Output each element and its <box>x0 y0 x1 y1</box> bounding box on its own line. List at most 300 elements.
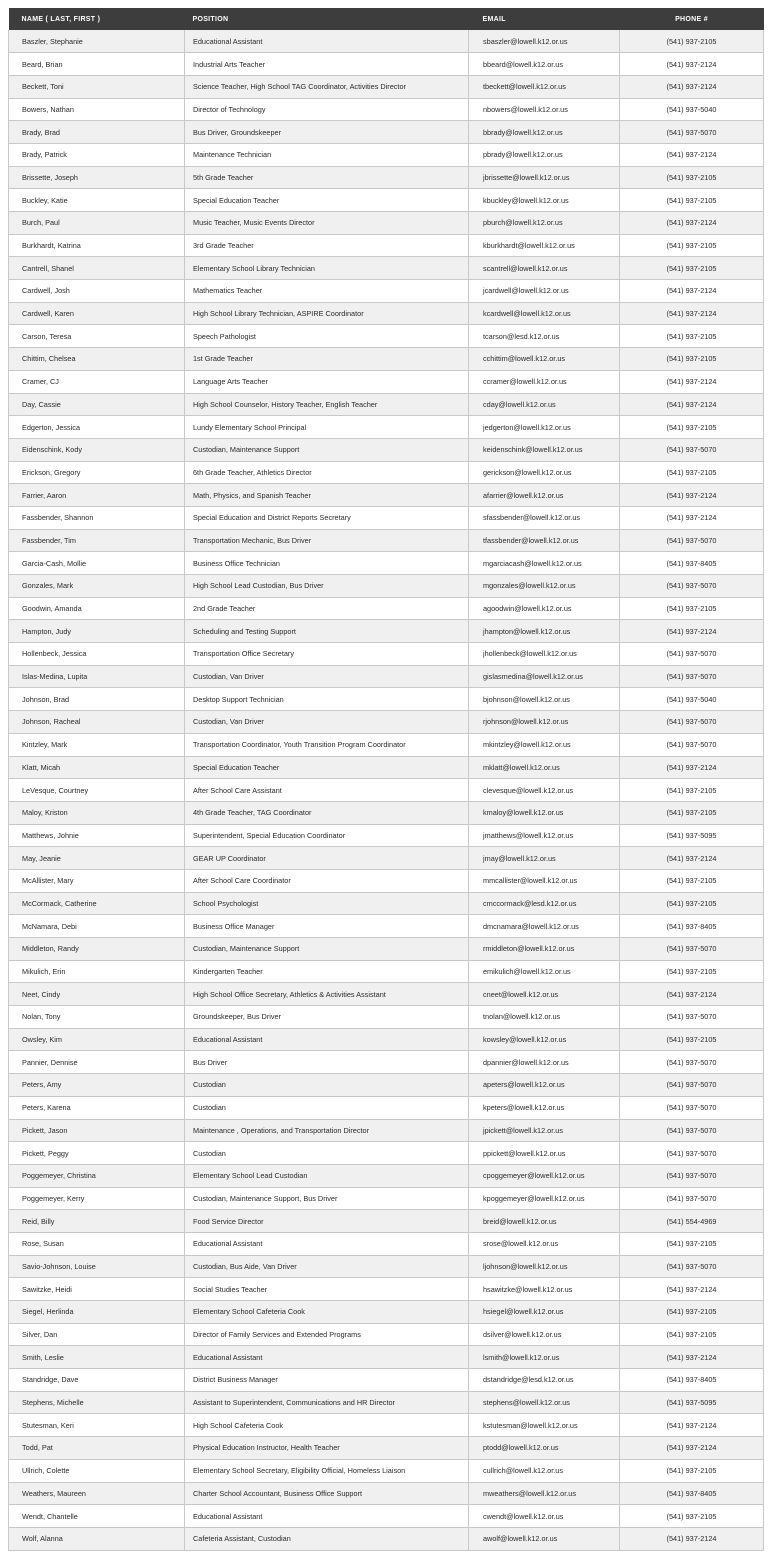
cell-position: High School Office Secretary, Athletics & Activities Assistant <box>185 983 469 1006</box>
cell-phone: (541) 937-5070 <box>620 1074 764 1097</box>
cell-name: Reid, Billy <box>9 1210 185 1233</box>
table-row <box>9 1051 764 1074</box>
cell-email[interactable]: cchittim@lowell.k12.or.us <box>469 348 620 371</box>
cell-email[interactable]: awolf@lowell.k12.or.us <box>469 1527 620 1550</box>
cell-phone: (541) 937-2105 <box>620 1232 764 1255</box>
cell-email[interactable]: kcardwell@lowell.k12.or.us <box>469 302 620 325</box>
table-row <box>9 575 764 598</box>
cell-name: Standridge, Dave <box>9 1369 185 1392</box>
cell-phone: (541) 937-2105 <box>620 461 764 484</box>
cell-position: Educational Assistant <box>185 1232 469 1255</box>
cell-position: Mathematics Teacher <box>185 280 469 303</box>
cell-email[interactable]: kburkhardt@lowell.k12.or.us <box>469 234 620 257</box>
table-row <box>9 915 764 938</box>
cell-phone: (541) 937-2124 <box>620 1414 764 1437</box>
cell-email[interactable]: jcardwell@lowell.k12.or.us <box>469 280 620 303</box>
cell-position: Assistant to Superintendent, Communications and HR Director <box>185 1391 469 1414</box>
cell-position: Language Arts Teacher <box>185 370 469 393</box>
cell-position: High School Lead Custodian, Bus Driver <box>185 575 469 598</box>
cell-name: Goodwin, Amanda <box>9 597 185 620</box>
cell-position: Educational Assistant <box>185 1505 469 1528</box>
cell-email[interactable]: dstandridge@lesd.k12.or.us <box>469 1369 620 1392</box>
cell-name: Hampton, Judy <box>9 620 185 643</box>
cell-name: Peters, Amy <box>9 1074 185 1097</box>
cell-name: Burkhardt, Katrina <box>9 234 185 257</box>
cell-name: Carson, Teresa <box>9 325 185 348</box>
cell-name: Brissette, Joseph <box>9 166 185 189</box>
cell-email[interactable]: gislasmedina@lowell.k12.or.us <box>469 665 620 688</box>
table-row <box>9 30 764 53</box>
cell-email[interactable]: keidenschink@lowell.k12.or.us <box>469 438 620 461</box>
cell-name: Johnson, Racheal <box>9 711 185 734</box>
table-row <box>9 393 764 416</box>
cell-phone: (541) 937-8405 <box>620 915 764 938</box>
table-row <box>9 280 764 303</box>
cell-position: Special Education Teacher <box>185 756 469 779</box>
cell-name: Beckett, Toni <box>9 75 185 98</box>
cell-position: 2nd Grade Teacher <box>185 597 469 620</box>
cell-position: Science Teacher, High School TAG Coordinator, Activities Director <box>185 75 469 98</box>
cell-phone: (541) 937-5070 <box>620 121 764 144</box>
cell-name: Stutesman, Keri <box>9 1414 185 1437</box>
cell-name: Islas-Medina, Lupita <box>9 665 185 688</box>
cell-position: Custodian, Van Driver <box>185 665 469 688</box>
cell-position: Speech Pathologist <box>185 325 469 348</box>
cell-position: High School Cafeteria Cook <box>185 1414 469 1437</box>
table-row <box>9 529 764 552</box>
table-row <box>9 416 764 439</box>
cell-email[interactable]: scantrell@lowell.k12.or.us <box>469 257 620 280</box>
header-email: EMAIL <box>482 15 506 23</box>
staff-directory-table <box>8 8 764 1551</box>
cell-email[interactable]: nbowers@lowell.k12.or.us <box>469 98 620 121</box>
cell-name: Todd, Pat <box>9 1437 185 1460</box>
cell-position: 6th Grade Teacher, Athletics Director <box>185 461 469 484</box>
cell-position: Charter School Accountant, Business Office Support <box>185 1482 469 1505</box>
cell-phone: (541) 937-2105 <box>620 1301 764 1324</box>
table-row <box>9 1323 764 1346</box>
cell-phone: (541) 937-2105 <box>620 257 764 280</box>
cell-position: Elementary School Cafeteria Cook <box>185 1301 469 1324</box>
table-row <box>9 438 764 461</box>
cell-name: Day, Cassie <box>9 393 185 416</box>
table-row <box>9 824 764 847</box>
cell-phone: (541) 937-2124 <box>620 280 764 303</box>
table-row <box>9 938 764 961</box>
cell-position: Industrial Arts Teacher <box>185 53 469 76</box>
cell-name: Nolan, Tony <box>9 1006 185 1029</box>
cell-name: Weathers, Maureen <box>9 1482 185 1505</box>
cell-position: Educational Assistant <box>185 30 469 53</box>
table-row <box>9 98 764 121</box>
table-row <box>9 1255 764 1278</box>
cell-position: Maintenance , Operations, and Transportation Director <box>185 1119 469 1142</box>
cell-email[interactable]: afarrier@lowell.k12.or.us <box>469 484 620 507</box>
table-row <box>9 370 764 393</box>
cell-email[interactable]: kstutesman@lowell.k12.or.us <box>469 1414 620 1437</box>
cell-email[interactable]: tnolan@lowell.k12.or.us <box>469 1006 620 1029</box>
cell-phone: (541) 937-5070 <box>620 1255 764 1278</box>
cell-phone: (541) 937-5040 <box>620 98 764 121</box>
table-row <box>9 1232 764 1255</box>
table-row <box>9 1096 764 1119</box>
cell-name: Burch, Paul <box>9 212 185 235</box>
cell-phone: (541) 937-5070 <box>620 711 764 734</box>
cell-phone: (541) 937-2105 <box>620 1505 764 1528</box>
cell-email[interactable]: kmaloy@lowell.k12.or.us <box>469 801 620 824</box>
table-row <box>9 325 764 348</box>
table-row <box>9 1028 764 1051</box>
cell-position: Groundskeeper, Bus Driver <box>185 1006 469 1029</box>
cell-phone: (541) 937-5070 <box>620 643 764 666</box>
cell-name: Buckley, Katie <box>9 189 185 212</box>
cell-name: Neet, Cindy <box>9 983 185 1006</box>
cell-name: Erickson, Gregory <box>9 461 185 484</box>
table-row <box>9 779 764 802</box>
cell-name: Poggemeyer, Kerry <box>9 1187 185 1210</box>
cell-email[interactable]: gerickson@lowell.k12.or.us <box>469 461 620 484</box>
cell-name: Maloy, Kriston <box>9 801 185 824</box>
cell-position: Transportation Office Secretary <box>185 643 469 666</box>
cell-phone: (541) 937-2105 <box>620 166 764 189</box>
table-row <box>9 756 764 779</box>
cell-phone: (541) 937-2105 <box>620 1028 764 1051</box>
cell-email[interactable]: sbaszler@lowell.k12.or.us <box>469 30 620 53</box>
cell-phone: (541) 937-2124 <box>620 1527 764 1550</box>
cell-position: Director of Family Services and Extended Programs <box>185 1323 469 1346</box>
cell-email[interactable]: kpeters@lowell.k12.or.us <box>469 1096 620 1119</box>
cell-name: Peters, Karena <box>9 1096 185 1119</box>
table-row <box>9 983 764 1006</box>
cell-phone: (541) 937-2124 <box>620 53 764 76</box>
table-row <box>9 688 764 711</box>
table-row <box>9 1119 764 1142</box>
table-row <box>9 1414 764 1437</box>
cell-name: Stephens, Michelle <box>9 1391 185 1414</box>
cell-phone: (541) 937-2124 <box>620 302 764 325</box>
cell-phone: (541) 937-2105 <box>620 960 764 983</box>
cell-name: Bowers, Nathan <box>9 98 185 121</box>
cell-phone: (541) 937-2105 <box>620 189 764 212</box>
cell-email[interactable]: kbuckley@lowell.k12.or.us <box>469 189 620 212</box>
cell-name: Cardwell, Karen <box>9 302 185 325</box>
cell-position: Custodian <box>185 1074 469 1097</box>
cell-name: Wolf, Alanna <box>9 1527 185 1550</box>
cell-position: Transportation Mechanic, Bus Driver <box>185 529 469 552</box>
cell-phone: (541) 937-2105 <box>620 234 764 257</box>
cell-phone: (541) 937-5070 <box>620 438 764 461</box>
cell-phone: (541) 937-5070 <box>620 733 764 756</box>
cell-email[interactable]: jhollenbeck@lowell.k12.or.us <box>469 643 620 666</box>
table-row <box>9 1369 764 1392</box>
cell-phone: (541) 937-2105 <box>620 597 764 620</box>
table-row <box>9 348 764 371</box>
table-row <box>9 506 764 529</box>
cell-email[interactable]: cwendt@lowell.k12.or.us <box>469 1505 620 1528</box>
cell-name: Cardwell, Josh <box>9 280 185 303</box>
table-row <box>9 234 764 257</box>
cell-phone: (541) 937-2105 <box>620 779 764 802</box>
cell-email[interactable]: dsilver@lowell.k12.or.us <box>469 1323 620 1346</box>
cell-position: District Business Manager <box>185 1369 469 1392</box>
cell-email[interactable]: pbrady@lowell.k12.or.us <box>469 143 620 166</box>
table-row <box>9 143 764 166</box>
cell-phone: (541) 937-2124 <box>620 143 764 166</box>
table-row <box>9 733 764 756</box>
cell-position: Food Service Director <box>185 1210 469 1233</box>
cell-phone: (541) 937-2124 <box>620 506 764 529</box>
cell-phone: (541) 937-2124 <box>620 370 764 393</box>
cell-position: Custodian, Maintenance Support, Bus Driver <box>185 1187 469 1210</box>
cell-name: Silver, Dan <box>9 1323 185 1346</box>
table-row <box>9 1278 764 1301</box>
cell-email[interactable]: kpoggemeyer@lowell.k12.or.us <box>469 1187 620 1210</box>
cell-position: Transportation Coordinator, Youth Transition Program Coordinator <box>185 733 469 756</box>
cell-name: Fassbender, Shannon <box>9 506 185 529</box>
cell-name: Klatt, Micah <box>9 756 185 779</box>
table-row <box>9 801 764 824</box>
cell-position: School Psychologist <box>185 892 469 915</box>
cell-name: Baszler, Stephanie <box>9 30 185 53</box>
table-row <box>9 121 764 144</box>
cell-email[interactable]: tcarson@lesd.k12.or.us <box>469 325 620 348</box>
cell-phone: (541) 937-5070 <box>620 1142 764 1165</box>
table-row <box>9 552 764 575</box>
cell-email[interactable]: ptodd@lowell.k12.or.us <box>469 1437 620 1460</box>
cell-phone: (541) 937-2124 <box>620 1278 764 1301</box>
cell-email[interactable]: mkintzley@lowell.k12.or.us <box>469 733 620 756</box>
cell-email[interactable]: sfassbender@lowell.k12.or.us <box>469 506 620 529</box>
cell-position: Scheduling and Testing Support <box>185 620 469 643</box>
cell-position: After School Care Coordinator <box>185 869 469 892</box>
cell-phone: (541) 937-5070 <box>620 1164 764 1187</box>
cell-position: High School Library Technician, ASPIRE Coordinator <box>185 302 469 325</box>
cell-email[interactable]: jedgerton@lowell.k12.or.us <box>469 416 620 439</box>
cell-name: McNamara, Debi <box>9 915 185 938</box>
table-row <box>9 1459 764 1482</box>
table-row <box>9 1301 764 1324</box>
cell-email[interactable]: bjohnson@lowell.k12.or.us <box>469 688 620 711</box>
cell-email[interactable]: apeters@lowell.k12.or.us <box>469 1074 620 1097</box>
cell-email[interactable]: dmcnamara@lowell.k12.or.us <box>469 915 620 938</box>
cell-name: Chittim, Chelsea <box>9 348 185 371</box>
cell-email[interactable]: emikulich@lowell.k12.or.us <box>469 960 620 983</box>
cell-email[interactable]: breid@lowell.k12.or.us <box>469 1210 620 1233</box>
cell-name: Ullrich, Colette <box>9 1459 185 1482</box>
cell-position: Elementary School Library Technician <box>185 257 469 280</box>
cell-name: LeVesque, Courtney <box>9 779 185 802</box>
cell-email[interactable]: rjohnson@lowell.k12.or.us <box>469 711 620 734</box>
cell-position: GEAR UP Coordinator <box>185 847 469 870</box>
cell-phone: (541) 937-2124 <box>620 620 764 643</box>
cell-email[interactable]: cullrich@lowell.k12.or.us <box>469 1459 620 1482</box>
header-name: NAME ( LAST, FIRST ) <box>21 15 101 23</box>
cell-phone: (541) 937-5040 <box>620 688 764 711</box>
cell-position: Kindergarten Teacher <box>185 960 469 983</box>
cell-position: Business Office Manager <box>185 915 469 938</box>
cell-email[interactable]: dpannier@lowell.k12.or.us <box>469 1051 620 1074</box>
table-row <box>9 597 764 620</box>
cell-email[interactable]: jhampton@lowell.k12.or.us <box>469 620 620 643</box>
table-row <box>9 643 764 666</box>
cell-name: Poggemeyer, Christina <box>9 1164 185 1187</box>
table-row <box>9 1346 764 1369</box>
cell-email[interactable]: cneet@lowell.k12.or.us <box>469 983 620 1006</box>
table-row <box>9 257 764 280</box>
cell-email[interactable]: hsiegel@lowell.k12.or.us <box>469 1301 620 1324</box>
cell-name: May, Jeanie <box>9 847 185 870</box>
cell-email[interactable]: ljohnson@lowell.k12.or.us <box>469 1255 620 1278</box>
table-row <box>9 189 764 212</box>
table-row <box>9 1210 764 1233</box>
cell-name: Gonzales, Mark <box>9 575 185 598</box>
cell-name: Eidenschink, Kody <box>9 438 185 461</box>
cell-position: Custodian, Maintenance Support <box>185 438 469 461</box>
cell-name: Middleton, Randy <box>9 938 185 961</box>
cell-phone: (541) 937-5070 <box>620 575 764 598</box>
table-row <box>9 1142 764 1165</box>
table-row <box>9 75 764 98</box>
cell-email[interactable]: pburch@lowell.k12.or.us <box>469 212 620 235</box>
cell-phone: (541) 937-5070 <box>620 1051 764 1074</box>
cell-email[interactable]: mklatt@lowell.k12.or.us <box>469 756 620 779</box>
cell-phone: (541) 554-4969 <box>620 1210 764 1233</box>
cell-position: Custodian, Maintenance Support <box>185 938 469 961</box>
cell-name: Brady, Brad <box>9 121 185 144</box>
cell-position: 1st Grade Teacher <box>185 348 469 371</box>
cell-email[interactable]: mmcallister@lowell.k12.or.us <box>469 869 620 892</box>
cell-position: Special Education Teacher <box>185 189 469 212</box>
table-header <box>9 8 764 30</box>
table-row <box>9 212 764 235</box>
cell-phone: (541) 937-2124 <box>620 484 764 507</box>
cell-phone: (541) 937-2124 <box>620 756 764 779</box>
cell-email[interactable]: cday@lowell.k12.or.us <box>469 393 620 416</box>
cell-position: Educational Assistant <box>185 1028 469 1051</box>
cell-phone: (541) 937-2124 <box>620 393 764 416</box>
cell-email[interactable]: jmay@lowell.k12.or.us <box>469 847 620 870</box>
cell-phone: (541) 937-5070 <box>620 1119 764 1142</box>
cell-email[interactable]: jbrissette@lowell.k12.or.us <box>469 166 620 189</box>
cell-position: Music Teacher, Music Events Director <box>185 212 469 235</box>
cell-email[interactable]: cpoggemeyer@lowell.k12.or.us <box>469 1164 620 1187</box>
cell-phone: (541) 937-5095 <box>620 824 764 847</box>
cell-name: Smith, Leslie <box>9 1346 185 1369</box>
cell-phone: (541) 937-2105 <box>620 801 764 824</box>
cell-phone: (541) 937-2124 <box>620 212 764 235</box>
cell-phone: (541) 937-8405 <box>620 1482 764 1505</box>
cell-email[interactable]: lsmith@lowell.k12.or.us <box>469 1346 620 1369</box>
cell-position: Custodian, Bus Aide, Van Driver <box>185 1255 469 1278</box>
table-row <box>9 1527 764 1550</box>
table-row <box>9 1164 764 1187</box>
cell-email[interactable]: bbrady@lowell.k12.or.us <box>469 121 620 144</box>
table-row <box>9 1505 764 1528</box>
cell-email[interactable]: clevesque@lowell.k12.or.us <box>469 779 620 802</box>
cell-position: Elementary School Secretary, Eligibility Official, Homeless Liaison <box>185 1459 469 1482</box>
cell-position: Maintenance Technician <box>185 143 469 166</box>
cell-position: High School Counselor, History Teacher, English Teacher <box>185 393 469 416</box>
cell-phone: (541) 937-2105 <box>620 1323 764 1346</box>
cell-position: Educational Assistant <box>185 1346 469 1369</box>
cell-email[interactable]: bbeard@lowell.k12.or.us <box>469 53 620 76</box>
cell-email[interactable]: hsawitzke@lowell.k12.or.us <box>469 1278 620 1301</box>
cell-name: Wendt, Chantelle <box>9 1505 185 1528</box>
header-phone: PHONE # <box>675 15 708 23</box>
cell-phone: (541) 937-2105 <box>620 416 764 439</box>
cell-name: Pannier, Dennise <box>9 1051 185 1074</box>
cell-email[interactable]: ccramer@lowell.k12.or.us <box>469 370 620 393</box>
cell-email[interactable]: mgarciacash@lowell.k12.or.us <box>469 552 620 575</box>
cell-name: Johnson, Brad <box>9 688 185 711</box>
cell-email[interactable]: mweathers@lowell.k12.or.us <box>469 1482 620 1505</box>
cell-name: Hollenbeck, Jessica <box>9 643 185 666</box>
cell-phone: (541) 937-5070 <box>620 938 764 961</box>
cell-name: Cramer, CJ <box>9 370 185 393</box>
cell-email[interactable]: rmiddleton@lowell.k12.or.us <box>469 938 620 961</box>
cell-position: Cafeteria Assistant, Custodian <box>185 1527 469 1550</box>
cell-email[interactable]: tfassbender@lowell.k12.or.us <box>469 529 620 552</box>
cell-email[interactable]: cmccormack@lesd.k12.or.us <box>469 892 620 915</box>
cell-phone: (541) 937-5070 <box>620 1096 764 1119</box>
table-row <box>9 620 764 643</box>
cell-email[interactable]: jpickett@lowell.k12.or.us <box>469 1119 620 1142</box>
cell-name: Owsley, Kim <box>9 1028 185 1051</box>
cell-email[interactable]: agoodwin@lowell.k12.or.us <box>469 597 620 620</box>
cell-phone: (541) 937-8405 <box>620 552 764 575</box>
cell-name: Mikulich, Erin <box>9 960 185 983</box>
cell-position: Social Studies Teacher <box>185 1278 469 1301</box>
cell-position: Bus Driver <box>185 1051 469 1074</box>
table-row <box>9 1187 764 1210</box>
cell-phone: (541) 937-2105 <box>620 869 764 892</box>
cell-email[interactable]: mgonzales@lowell.k12.or.us <box>469 575 620 598</box>
cell-position: Lundy Elementary School Principal <box>185 416 469 439</box>
cell-email[interactable]: stephens@lowell.k12.or.us <box>469 1391 620 1414</box>
cell-phone: (541) 937-2105 <box>620 30 764 53</box>
cell-phone: (541) 937-5070 <box>620 1006 764 1029</box>
cell-phone: (541) 937-5095 <box>620 1391 764 1414</box>
cell-name: McAllister, Mary <box>9 869 185 892</box>
cell-position: After School Care Assistant <box>185 779 469 802</box>
header-position: POSITION <box>192 15 229 23</box>
cell-email[interactable]: jmatthews@lowell.k12.or.us <box>469 824 620 847</box>
table-row <box>9 960 764 983</box>
table-row <box>9 1074 764 1097</box>
cell-phone: (541) 937-2124 <box>620 1346 764 1369</box>
table-row <box>9 484 764 507</box>
cell-email[interactable]: kowsley@lowell.k12.or.us <box>469 1028 620 1051</box>
cell-phone: (541) 937-2105 <box>620 348 764 371</box>
cell-name: Cantrell, Shanel <box>9 257 185 280</box>
cell-phone: (541) 937-8405 <box>620 1369 764 1392</box>
cell-position: Custodian, Van Driver <box>185 711 469 734</box>
cell-phone: (541) 937-2124 <box>620 75 764 98</box>
table-row <box>9 1391 764 1414</box>
table-row <box>9 461 764 484</box>
cell-name: Pickett, Peggy <box>9 1142 185 1165</box>
cell-email[interactable]: srose@lowell.k12.or.us <box>469 1232 620 1255</box>
cell-position: 5th Grade Teacher <box>185 166 469 189</box>
cell-name: Pickett, Jason <box>9 1119 185 1142</box>
cell-email[interactable]: tbeckett@lowell.k12.or.us <box>469 75 620 98</box>
cell-phone: (541) 937-2124 <box>620 983 764 1006</box>
table-row <box>9 302 764 325</box>
cell-name: Farrier, Aaron <box>9 484 185 507</box>
cell-phone: (541) 937-2124 <box>620 1437 764 1460</box>
cell-email[interactable]: ppickett@lowell.k12.or.us <box>469 1142 620 1165</box>
table-row <box>9 892 764 915</box>
